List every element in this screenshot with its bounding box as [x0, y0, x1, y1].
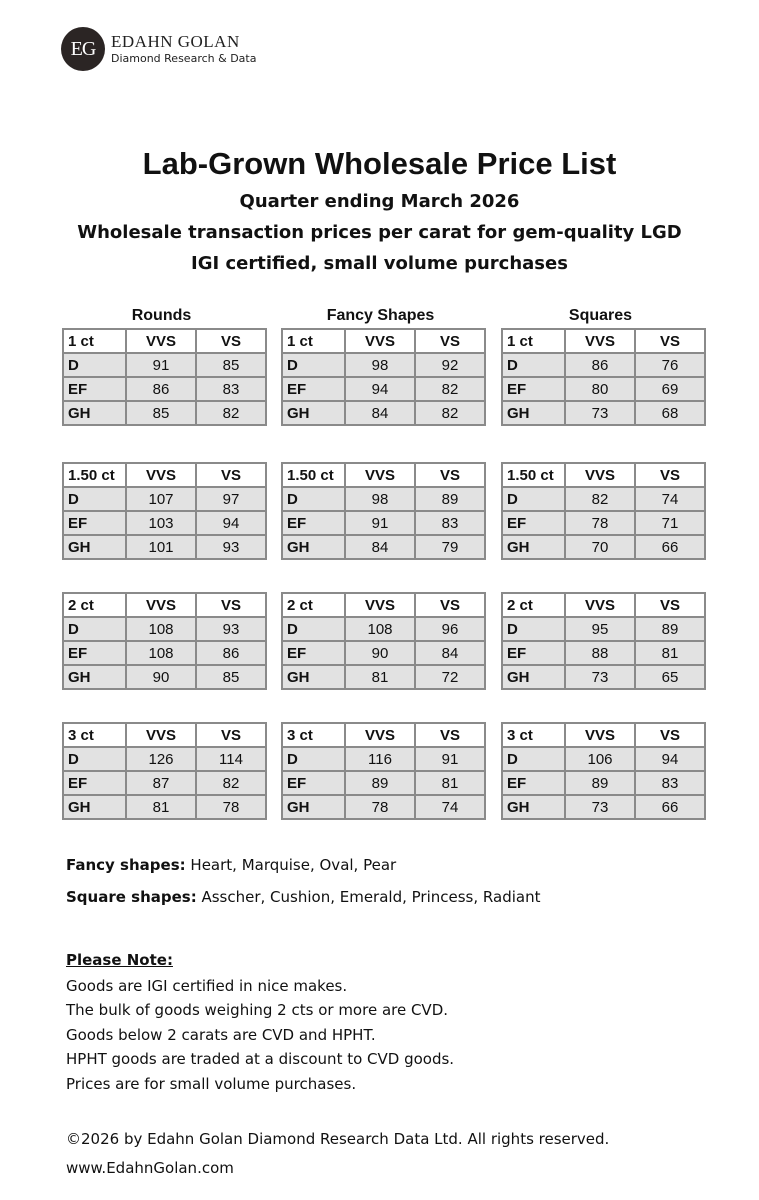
price-cell: 86	[196, 641, 266, 665]
clarity-header-cell: VVS	[126, 723, 196, 747]
clarity-header-cell: VVS	[565, 329, 635, 353]
price-cell: 98	[345, 353, 415, 377]
table-row	[282, 795, 485, 819]
table-header-row	[502, 329, 705, 353]
subtitle-certification: IGI certified, small volume purchases	[191, 253, 568, 274]
column-heading-squares: Squares	[568, 307, 633, 324]
fancy-shapes-label: Fancy shapes:	[66, 856, 186, 874]
color-grade-cell: GH	[502, 795, 565, 819]
carat-size-cell: 1.50 ct	[282, 463, 345, 487]
color-grade-cell: EF	[282, 511, 345, 535]
price-cell: 68	[635, 401, 705, 425]
table-row	[282, 511, 485, 535]
price-cell: 88	[565, 641, 635, 665]
carat-size-cell: 1 ct	[63, 329, 126, 353]
carat-size-cell: 3 ct	[282, 723, 345, 747]
price-cell: 83	[196, 377, 266, 401]
note-item: Prices are for small volume purchases.	[66, 1074, 357, 1093]
clarity-header-cell: VVS	[345, 463, 415, 487]
price-cell: 91	[126, 353, 196, 377]
price-table-squares	[501, 328, 706, 426]
price-cell: 76	[635, 353, 705, 377]
price-cell: 72	[415, 665, 485, 689]
price-cell: 84	[345, 535, 415, 559]
table-row	[282, 487, 485, 511]
table-row	[63, 377, 266, 401]
price-cell: 80	[565, 377, 635, 401]
table-row	[63, 535, 266, 559]
table-row	[63, 747, 266, 771]
color-grade-cell: EF	[63, 771, 126, 795]
table-header-row	[63, 593, 266, 617]
clarity-header-cell: VS	[415, 593, 485, 617]
price-cell: 86	[565, 353, 635, 377]
color-grade-cell: GH	[63, 401, 126, 425]
clarity-header-cell: VS	[196, 463, 266, 487]
table-header-row	[502, 593, 705, 617]
clarity-header-cell: VS	[196, 723, 266, 747]
table-row	[63, 353, 266, 377]
table-row	[63, 795, 266, 819]
carat-size-cell: 1 ct	[282, 329, 345, 353]
color-grade-cell: D	[282, 747, 345, 771]
price-cell: 83	[635, 771, 705, 795]
price-cell: 107	[126, 487, 196, 511]
price-cell: 93	[196, 535, 266, 559]
price-cell: 96	[415, 617, 485, 641]
color-grade-cell: GH	[502, 535, 565, 559]
table-row	[63, 771, 266, 795]
price-cell: 81	[415, 771, 485, 795]
price-cell: 73	[565, 401, 635, 425]
price-cell: 70	[565, 535, 635, 559]
table-row	[282, 353, 485, 377]
table-row	[63, 401, 266, 425]
price-cell: 81	[635, 641, 705, 665]
table-row	[63, 511, 266, 535]
price-cell: 91	[345, 511, 415, 535]
price-cell: 82	[565, 487, 635, 511]
clarity-header-cell: VS	[415, 463, 485, 487]
table-row	[63, 665, 266, 689]
color-grade-cell: EF	[282, 641, 345, 665]
note-item: The bulk of goods weighing 2 cts or more are CVD.	[66, 1001, 449, 1020]
table-header-row	[282, 723, 485, 747]
price-cell: 93	[196, 617, 266, 641]
table-row	[502, 665, 705, 689]
table-row	[502, 511, 705, 535]
table-row	[282, 771, 485, 795]
carat-size-cell: 3 ct	[502, 723, 565, 747]
price-cell: 89	[345, 771, 415, 795]
price-table-rounds	[62, 462, 267, 560]
square-shapes-list: Asscher, Cushion, Emerald, Princess, Radiant	[196, 888, 541, 906]
price-cell: 85	[126, 401, 196, 425]
price-table-rounds	[62, 592, 267, 690]
price-cell: 78	[565, 511, 635, 535]
table-row	[502, 377, 705, 401]
table-row	[282, 747, 485, 771]
clarity-header-cell: VS	[415, 329, 485, 353]
subtitle-description: Wholesale transaction prices per carat for gem-quality LGD	[77, 222, 682, 243]
notes-list	[66, 974, 454, 1096]
carat-size-cell: 2 ct	[63, 593, 126, 617]
price-cell: 83	[415, 511, 485, 535]
clarity-header-cell: VVS	[565, 463, 635, 487]
clarity-header-cell: VS	[415, 723, 485, 747]
price-cell: 74	[635, 487, 705, 511]
price-cell: 98	[345, 487, 415, 511]
color-grade-cell: EF	[282, 377, 345, 401]
price-cell: 94	[345, 377, 415, 401]
price-cell: 81	[126, 795, 196, 819]
price-cell: 73	[565, 795, 635, 819]
clarity-header-cell: VVS	[565, 723, 635, 747]
clarity-header-cell: VS	[635, 329, 705, 353]
price-cell: 87	[126, 771, 196, 795]
price-cell: 69	[635, 377, 705, 401]
table-row	[502, 795, 705, 819]
table-row	[63, 617, 266, 641]
clarity-header-cell: VS	[635, 463, 705, 487]
color-grade-cell: EF	[502, 511, 565, 535]
price-table-rounds	[62, 722, 267, 820]
price-cell: 85	[196, 665, 266, 689]
color-grade-cell: GH	[502, 401, 565, 425]
price-table-fancy	[281, 722, 486, 820]
price-table-squares	[501, 722, 706, 820]
carat-size-cell: 3 ct	[63, 723, 126, 747]
price-table-rounds	[62, 328, 267, 426]
table-row	[502, 401, 705, 425]
price-cell: 92	[415, 353, 485, 377]
color-grade-cell: D	[63, 353, 126, 377]
logo-text	[111, 32, 256, 66]
clarity-header-cell: VVS	[565, 593, 635, 617]
table-header-row	[282, 463, 485, 487]
price-cell: 103	[126, 511, 196, 535]
clarity-header-cell: VS	[635, 723, 705, 747]
price-table-squares	[501, 592, 706, 690]
square-shapes-line	[66, 888, 540, 906]
table-row	[282, 665, 485, 689]
column-heading-rounds: Rounds	[131, 307, 192, 324]
price-cell: 89	[565, 771, 635, 795]
price-table-fancy	[281, 328, 486, 426]
color-grade-cell: EF	[502, 641, 565, 665]
table-header-row	[63, 463, 266, 487]
clarity-header-cell: VVS	[345, 593, 415, 617]
color-grade-cell: GH	[63, 665, 126, 689]
clarity-header-cell: VVS	[126, 329, 196, 353]
logo-tagline: Diamond Research & Data	[111, 52, 257, 65]
price-cell: 89	[415, 487, 485, 511]
price-cell: 108	[126, 641, 196, 665]
price-cell: 95	[565, 617, 635, 641]
table-row	[282, 641, 485, 665]
table-row	[502, 487, 705, 511]
color-grade-cell: EF	[63, 377, 126, 401]
table-row	[502, 353, 705, 377]
price-cell: 78	[196, 795, 266, 819]
color-grade-cell: GH	[63, 795, 126, 819]
table-header-row	[502, 723, 705, 747]
price-cell: 106	[565, 747, 635, 771]
price-table-squares	[501, 462, 706, 560]
clarity-header-cell: VS	[196, 593, 266, 617]
price-cell: 94	[635, 747, 705, 771]
price-cell: 82	[196, 401, 266, 425]
table-row	[502, 535, 705, 559]
column-heading-fancy-shapes: Fancy Shapes	[326, 307, 435, 324]
copyright: ©2026 by Edahn Golan Diamond Research Data Ltd. All rights reserved.	[66, 1130, 610, 1148]
color-grade-cell: EF	[63, 511, 126, 535]
website-link[interactable]: www.EdahnGolan.com	[66, 1159, 234, 1177]
price-cell: 82	[196, 771, 266, 795]
logo	[61, 27, 256, 71]
price-cell: 94	[196, 511, 266, 535]
price-cell: 89	[635, 617, 705, 641]
color-grade-cell: D	[282, 617, 345, 641]
color-grade-cell: EF	[282, 771, 345, 795]
price-table-fancy	[281, 592, 486, 690]
table-header-row	[282, 329, 485, 353]
price-cell: 97	[196, 487, 266, 511]
table-header-row	[63, 723, 266, 747]
clarity-header-cell: VS	[196, 329, 266, 353]
color-grade-cell: GH	[282, 401, 345, 425]
price-cell: 85	[196, 353, 266, 377]
price-cell: 81	[345, 665, 415, 689]
table-row	[282, 535, 485, 559]
table-header-row	[502, 463, 705, 487]
clarity-header-cell: VS	[635, 593, 705, 617]
note-heading: Please Note:	[66, 951, 173, 969]
price-cell: 73	[565, 665, 635, 689]
square-shapes-label: Square shapes:	[66, 888, 197, 906]
price-cell: 116	[345, 747, 415, 771]
price-cell: 82	[415, 377, 485, 401]
subtitle-quarter: Quarter ending March 2026	[239, 191, 520, 212]
table-header-row	[282, 593, 485, 617]
table-row	[282, 401, 485, 425]
price-cell: 114	[196, 747, 266, 771]
price-cell: 86	[126, 377, 196, 401]
price-cell: 82	[415, 401, 485, 425]
color-grade-cell: D	[63, 487, 126, 511]
price-cell: 126	[126, 747, 196, 771]
color-grade-cell: EF	[502, 377, 565, 401]
fancy-shapes-list: Heart, Marquise, Oval, Pear	[185, 856, 397, 874]
table-row	[282, 377, 485, 401]
price-table-fancy	[281, 462, 486, 560]
carat-size-cell: 1.50 ct	[63, 463, 126, 487]
price-cell: 66	[635, 795, 705, 819]
table-row	[282, 617, 485, 641]
price-cell: 90	[126, 665, 196, 689]
price-cell: 78	[345, 795, 415, 819]
color-grade-cell: D	[502, 487, 565, 511]
color-grade-cell: D	[282, 487, 345, 511]
price-cell: 84	[345, 401, 415, 425]
carat-size-cell: 1 ct	[502, 329, 565, 353]
price-cell: 66	[635, 535, 705, 559]
fancy-shapes-line	[66, 856, 396, 874]
carat-size-cell: 2 ct	[282, 593, 345, 617]
price-cell: 101	[126, 535, 196, 559]
table-row	[502, 617, 705, 641]
color-grade-cell: D	[63, 747, 126, 771]
color-grade-cell: GH	[282, 535, 345, 559]
color-grade-cell: GH	[63, 535, 126, 559]
price-cell: 74	[415, 795, 485, 819]
color-grade-cell: D	[282, 353, 345, 377]
price-cell: 84	[415, 641, 485, 665]
table-row	[502, 641, 705, 665]
price-cell: 108	[345, 617, 415, 641]
color-grade-cell: GH	[282, 665, 345, 689]
color-grade-cell: D	[502, 353, 565, 377]
color-grade-cell: D	[502, 617, 565, 641]
clarity-header-cell: VVS	[345, 329, 415, 353]
page-title: Lab-Grown Wholesale Price List	[142, 146, 617, 181]
note-item: Goods are IGI certified in nice makes.	[66, 977, 348, 995]
color-grade-cell: D	[502, 747, 565, 771]
clarity-header-cell: VVS	[126, 463, 196, 487]
clarity-header-cell: VVS	[345, 723, 415, 747]
logo-name: EDAHN GOLAN	[111, 32, 240, 51]
price-cell: 65	[635, 665, 705, 689]
color-grade-cell: GH	[282, 795, 345, 819]
table-row	[502, 771, 705, 795]
color-grade-cell: EF	[502, 771, 565, 795]
note-item: Goods below 2 carats are CVD and HPHT.	[66, 1025, 376, 1044]
table-row	[502, 747, 705, 771]
table-header-row	[63, 329, 266, 353]
price-cell: 79	[415, 535, 485, 559]
price-cell: 91	[415, 747, 485, 771]
price-cell: 90	[345, 641, 415, 665]
color-grade-cell: D	[63, 617, 126, 641]
carat-size-cell: 2 ct	[502, 593, 565, 617]
note-item: HPHT goods are traded at a discount to CVD goods.	[66, 1050, 455, 1069]
price-cell: 108	[126, 617, 196, 641]
table-row	[63, 487, 266, 511]
table-row	[63, 641, 266, 665]
color-grade-cell: GH	[502, 665, 565, 689]
clarity-header-cell: VVS	[126, 593, 196, 617]
price-cell: 71	[635, 511, 705, 535]
carat-size-cell: 1.50 ct	[502, 463, 565, 487]
color-grade-cell: EF	[63, 641, 126, 665]
logo-monogram: EG	[61, 27, 105, 71]
